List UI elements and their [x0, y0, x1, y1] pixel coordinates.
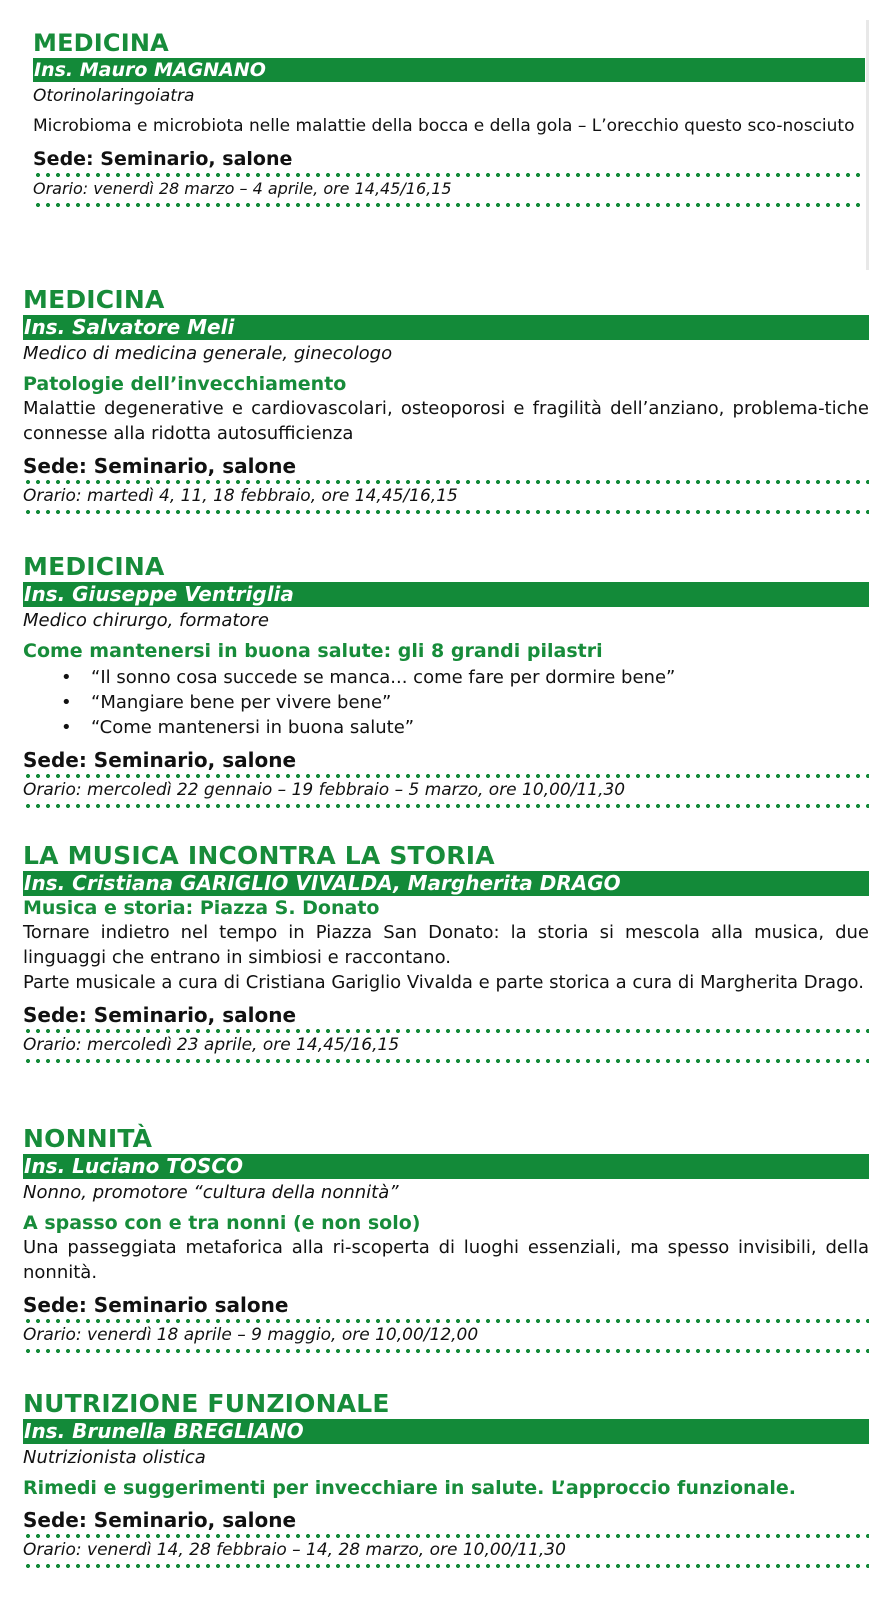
- instructor-bar: Ins. Salvatore Meli: [23, 315, 869, 340]
- instructor-role: Nutrizionista olistica: [23, 1447, 206, 1468]
- course-section-meli: [23, 285, 869, 514]
- course-title: Musica e storia: Piazza S. Donato: [23, 897, 380, 919]
- instructor-role: Otorinolaringoiatra: [33, 86, 195, 106]
- schedule: Orario: venerdì 14, 28 febbraio – 14, 28 marzo, ore 10,00/11,30: [23, 1540, 566, 1560]
- dotted-divider: [23, 804, 869, 808]
- page-edge-shadow: [866, 20, 869, 270]
- dotted-divider: [23, 1059, 869, 1063]
- course-description: Tornare indietro nel tempo in Piazza San Donato: la storia si mescola alla musica, due linguaggi che entrano in simbiosi e raccontano.: [23, 922, 869, 968]
- venue: Sede: Seminario, salone: [23, 454, 297, 478]
- schedule: Orario: martedì 4, 11, 18 febbraio, ore 14,45/16,15: [23, 486, 458, 506]
- schedule: Orario: mercoledì 22 gennaio – 19 febbraio – 5 marzo, ore 10,00/11,30: [23, 780, 626, 800]
- course-section-nutrizione: [23, 1389, 869, 1568]
- bullet-icon: •: [61, 717, 72, 738]
- dotted-divider: [23, 510, 869, 514]
- list-item: [23, 690, 869, 715]
- list-item-text: “Il sonno cosa succede se manca... come fare per dormire bene”: [91, 667, 676, 688]
- category-title: MEDICINA: [33, 29, 169, 57]
- bullet-icon: •: [61, 692, 72, 713]
- category-title: MEDICINA: [23, 285, 165, 314]
- instructor-bar: Ins. Cristiana GARIGLIO VIVALDA, Margherita DRAGO: [23, 871, 869, 896]
- category-title: LA MUSICA INCONTRA LA STORIA: [23, 841, 495, 870]
- schedule: Orario: venerdì 28 marzo – 4 aprile, ore 14,45/16,15: [33, 179, 452, 198]
- list-item: [23, 665, 869, 690]
- venue: Sede: Seminario, salone: [33, 148, 293, 170]
- course-section-nonnita: [23, 1124, 869, 1353]
- instructor-bar: Ins. Brunella BREGLIANO: [23, 1419, 869, 1444]
- course-description: Malattie degenerative e cardiovascolari, osteoporosi e fragilità dell’anziano, problema-tiche connesse alla ridotta autosufficienza: [23, 398, 869, 444]
- topic-list: [23, 665, 869, 740]
- category-title: NUTRIZIONE FUNZIONALE: [23, 1389, 390, 1418]
- course-description: Microbioma e microbiota nelle malattie della bocca e della gola – L’orecchio questo sco-nosciuto: [33, 116, 855, 136]
- venue: Sede: Seminario, salone: [23, 1003, 297, 1027]
- course-description: Una passeggiata metaforica alla ri-scoperta di luoghi essenziali, ma spesso invisibili, della nonnità.: [23, 1237, 869, 1283]
- course-title: A spasso con e tra nonni (e non solo): [23, 1212, 421, 1234]
- bullet-icon: •: [61, 667, 72, 688]
- list-item: [23, 715, 869, 740]
- course-section-musica-storia: [23, 841, 869, 1063]
- list-item-text: “Mangiare bene per vivere bene”: [91, 692, 392, 713]
- instructor-role: Nonno, promotore “cultura della nonnità”: [23, 1182, 399, 1203]
- course-section-ventriglia: [23, 552, 869, 808]
- dotted-divider: [23, 1349, 869, 1353]
- instructor-bar: Ins. Giuseppe Ventriglia: [23, 582, 869, 607]
- category-title: NONNITÀ: [23, 1124, 153, 1153]
- venue: Sede: Seminario salone: [23, 1293, 289, 1317]
- dotted-divider: [33, 203, 865, 207]
- schedule: Orario: venerdì 18 aprile – 9 maggio, ore 10,00/12,00: [23, 1325, 479, 1345]
- schedule: Orario: mercoledì 23 aprile, ore 14,45/16,15: [23, 1035, 400, 1055]
- instructor-bar: Ins. Mauro MAGNANO: [33, 58, 865, 82]
- instructor-bar: Ins. Luciano TOSCO: [23, 1154, 869, 1179]
- list-item-text: “Come mantenersi in buona salute”: [91, 717, 415, 738]
- course-section-magnano: [33, 28, 865, 207]
- instructor-role: Medico di medicina generale, ginecologo: [23, 343, 393, 364]
- category-title: MEDICINA: [23, 552, 165, 581]
- instructor-role: Medico chirurgo, formatore: [23, 610, 269, 631]
- dotted-divider: [23, 1564, 869, 1568]
- venue: Sede: Seminario, salone: [23, 748, 297, 772]
- course-description-extra: Parte musicale a cura di Cristiana Gariglio Vivalda e parte storica a cura di Margherita Drago.: [23, 972, 864, 993]
- course-title: Come mantenersi in buona salute: gli 8 grandi pilastri: [23, 640, 603, 662]
- course-title: Patologie dell’invecchiamento: [23, 373, 347, 395]
- course-title: Rimedi e suggerimenti per invecchiare in salute. L’approccio funzionale.: [23, 1477, 796, 1499]
- venue: Sede: Seminario, salone: [23, 1508, 297, 1532]
